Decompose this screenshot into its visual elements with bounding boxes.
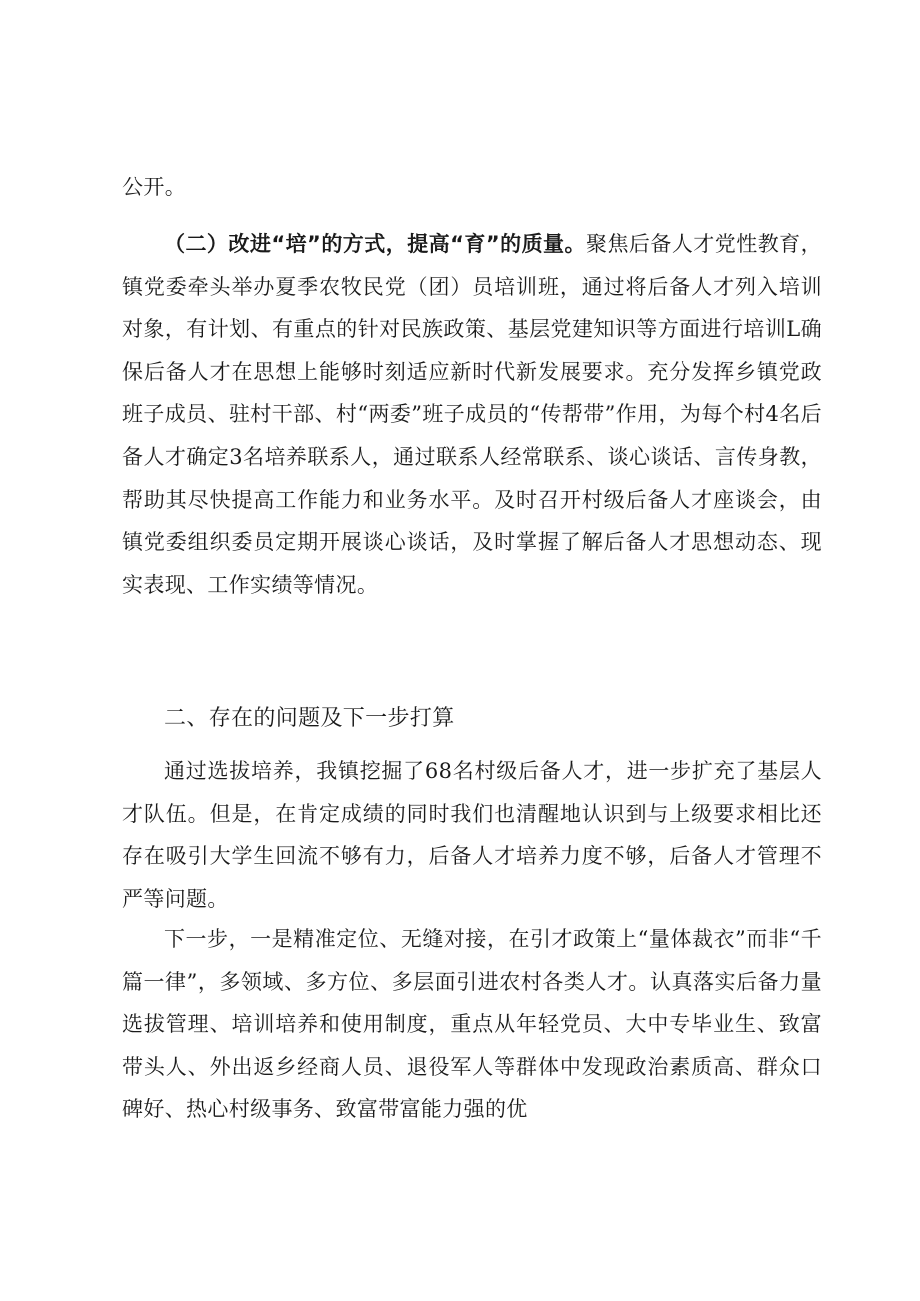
carryover-line: 公开。 xyxy=(122,175,187,199)
section-2-bold-lead: （二）改进“培”的方式，提高“育”的质量。 xyxy=(164,232,586,256)
section-2-paragraph xyxy=(122,223,822,606)
section-heading-problems: 二、存在的问题及下一步打算 xyxy=(164,706,455,731)
paragraph-problems: 通过选拔培养，我镇挖掘了68名村级后备人才，进一步扩充了基层人才队伍。但是，在肯定成绩的同时我们也清醒地认识到与上级要求相比还存在吸引大学生回流不够有力，后备人才培养力度不够，后备人才管理不严等问题。 xyxy=(122,759,822,911)
paragraph-next-steps: 下一步，一是精准定位、无缝对接，在引才政策上“量体裁衣”而非“千篇一律”，多领域、多方位、多层面引进农村各类人才。认真落实后备力量选拔管理、培训培养和使用制度，重点从年轻党员、大中专毕业生、致富带头人、外出返乡经商人员、退役军人等群体中发现政治素质高、群众口碑好、热心村级事务、致富带富能力强的优 xyxy=(122,927,822,1122)
section-2-body: 聚焦后备人才党性教育，镇党委牵头举办夏季农牧民党（团）员培训班，通过将后备人才列入培训对象，有计划、有重点的针对民族政策、基层党建知识等方面进行培训L确保后备人才在思想上能够时刻适应新时代新发展要求。充分发挥乡镇党政班子成员、驻村干部、村“两委”班子成员的“传帮带”作用，为每个村4名后备人才确定3名培养联系人，通过联系人经常联系、谈心谈话、言传身教，帮助其尽快提高工作能力和业务水平。及时召开村级后备人才座谈会，由镇党委组织委员定期开展谈心谈话，及时掌握了解后备人才思想动态、现实表现、工作实绩等情况。 xyxy=(122,232,822,597)
